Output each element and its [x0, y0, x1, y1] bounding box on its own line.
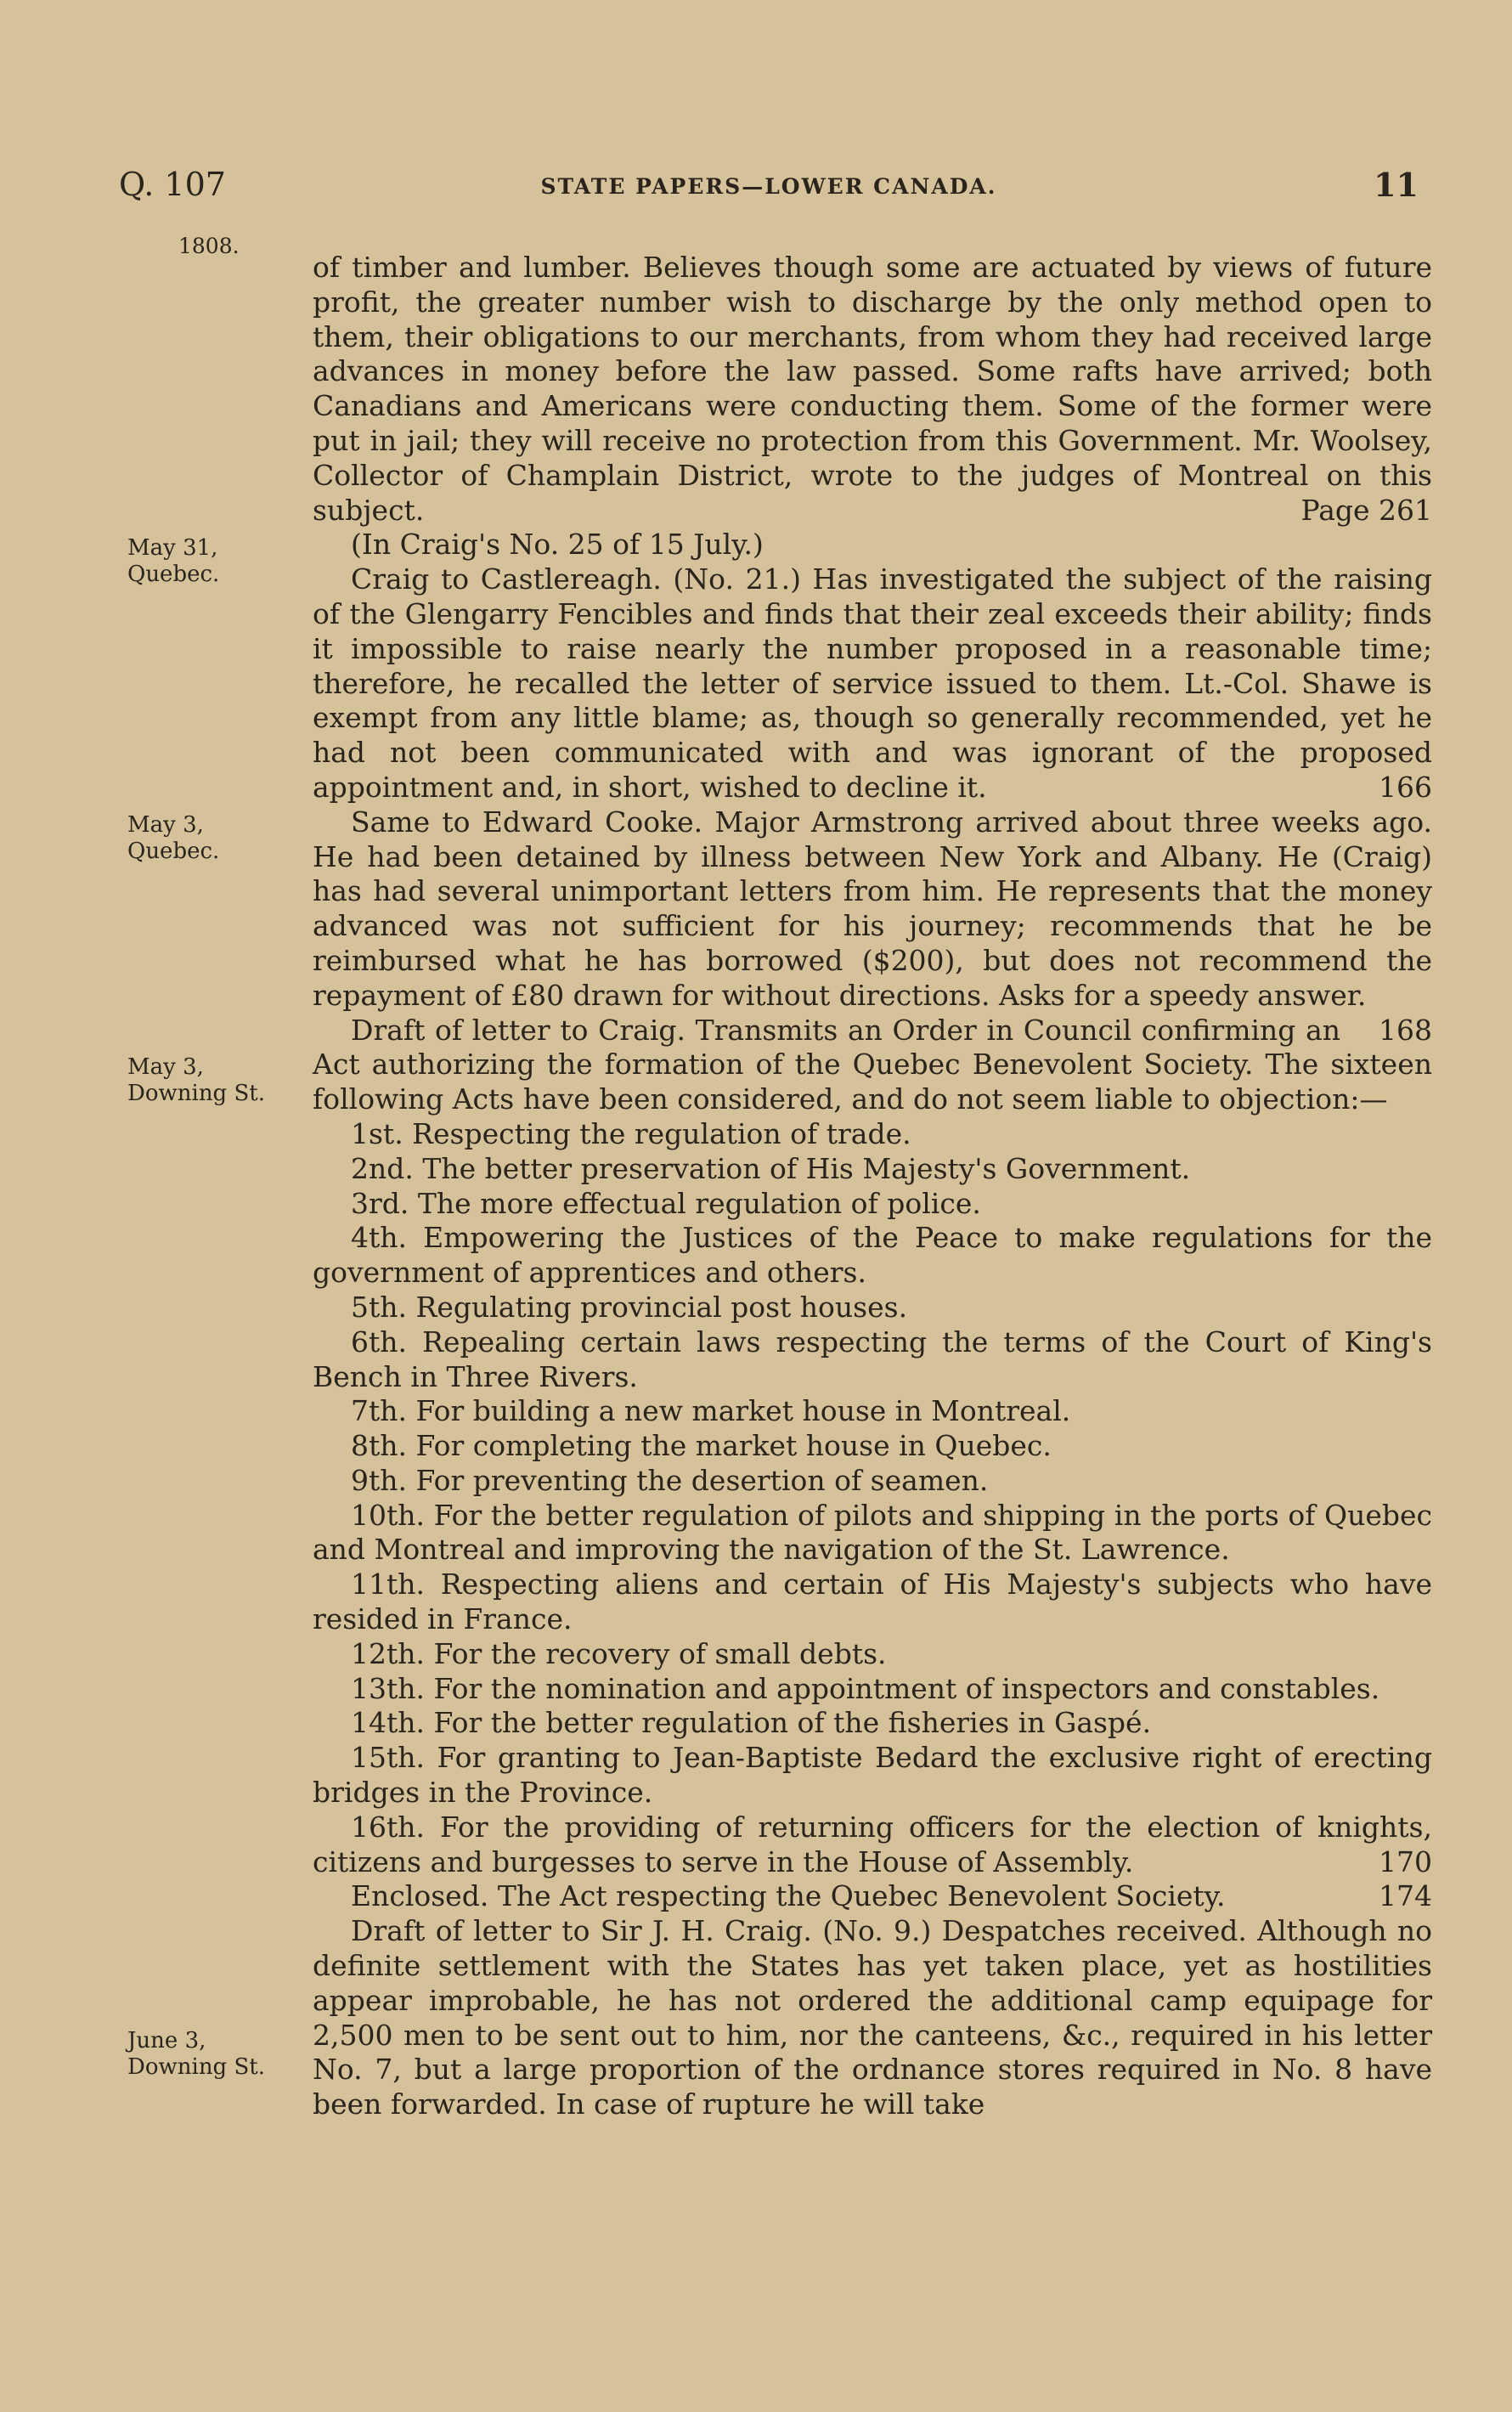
paragraph: (In Craig's No. 25 of 15 July.) — [351, 528, 764, 562]
paragraph: Draft of letter to Craig. Transmits an Order in Council confirming an Act authorizing the formation of the Quebec Benevolent Society. The sixteen following Acts have been considered, and do not seem liable to objection:— — [313, 1013, 1432, 1116]
list-item: 3rd. The more effectual regulation of police. — [351, 1186, 981, 1220]
margin-note-date: May 3, Downing St. — [127, 1054, 265, 1106]
paragraph: Same to Edward Cooke. Major Armstrong arrived about three weeks ago. He had been detained by illness between New York and Albany. He (Craig) has had several unimportant letters from him. He represents that the money advanced was not sufficient for his journey; recommends that he be reimbursed what he has borrowed ($200), but does not recommend the repayment of £80 drawn for without directions. Asks for a speedy answer. 168 — [313, 805, 1432, 1047]
page-reference: Page 261 — [1300, 493, 1432, 527]
list-item: 1st. Respecting the regulation of trade. — [351, 1116, 911, 1150]
page-reference: 170 — [1379, 1844, 1432, 1878]
body-text — [313, 251, 1432, 2122]
list-item: 12th. For the recovery of small debts. — [351, 1636, 887, 1670]
list-item: 16th. For the providing of returning officers for the election of knights, citizens and burgesses to serve in the House of Assembly. 170 — [313, 1810, 1432, 1878]
volume-reference: Q. 107 — [119, 166, 226, 203]
list-item: 15th. For granting to Jean-Baptiste Bedard the exclusive right of erecting bridges in the Province. — [313, 1741, 1432, 1810]
margin-note-date: June 3, Downing St. — [127, 2028, 265, 2080]
list-item: 4th. Empowering the Justices of the Peace to make regulations for the government of apprentices and others. — [313, 1221, 1432, 1290]
page-reference: 168 — [1379, 1013, 1432, 1047]
running-header — [119, 166, 1419, 208]
page-reference: 174 — [1379, 1879, 1432, 1913]
list-item: 10th. For the better regulation of pilots and shipping in the ports of Quebec and Montreal and improving the navigation of the St. Lawrence. — [313, 1498, 1432, 1567]
page-number: 11 — [1374, 166, 1419, 204]
paragraph: Draft of letter to Sir J. H. Craig. (No. 9.) Despatches received. Although no definite settlement with the States has yet taken place, yet as hostilities appear improbable, he has not ordered the additional camp equipage for 2,500 men to be sent out to him, nor the canteens, &c., required in his letter No. 7, but a large proportion of the ordnance stores required in No. 8 have been forwarded. In case of rupture he will take — [313, 1914, 1432, 2121]
list-item: 2nd. The better preservation of His Majesty's Government. — [351, 1151, 1191, 1185]
page-reference: 166 — [1379, 770, 1432, 804]
year-note: 1808. — [178, 234, 240, 258]
margin-note-date: May 3, Quebec. — [127, 812, 220, 864]
margin-note-date: May 31, Quebec. — [127, 535, 220, 587]
list-item: 11th. Respecting aliens and certain of His Majesty's subjects who have resided in France. — [313, 1568, 1432, 1636]
list-item: 8th. For completing the market house in Quebec. — [351, 1429, 1052, 1463]
paragraph: Craig to Castlereagh. (No. 21.) Has investigated the subject of the raising of the Glengarry Fencibles and finds that their zeal exceeds their ability; finds it impossible to raise nearly the number proposed in a reasonable time; therefore, he recalled the letter of service issued to them. Lt.-Col. Shawe is exempt from any little blame; as, though so generally recommended, yet he had not been communicated with and was ignorant of the proposed appointment and, in short, wished to decline it. 166 — [313, 562, 1432, 804]
paragraph: Enclosed. The Act respecting the Quebec Benevolent Society. 174 — [351, 1879, 1432, 1913]
list-item: 7th. For building a new market house in Montreal. — [351, 1394, 1071, 1428]
list-item: 13th. For the nomination and appointment of inspectors and constables. — [351, 1671, 1380, 1705]
list-item: 9th. For preventing the desertion of seamen. — [351, 1463, 989, 1497]
list-item: 6th. Repealing certain laws respecting the terms of the Court of King's Bench in Three Rivers. — [313, 1325, 1432, 1393]
running-title: STATE PAPERS—LOWER CANADA. — [540, 174, 997, 199]
list-item: 14th. For the better regulation of the fisheries in Gaspé. — [351, 1706, 1152, 1740]
list-item: 5th. Regulating provincial post houses. — [351, 1290, 908, 1324]
paragraph: of timber and lumber. Believes though some are actuated by views of future profit, the greater number wish to discharge by the only method open to them, their obligations to our merchants, from whom they had received large advances in money before the law passed. Some rafts have arrived; both Canadians and Americans were conducting them. Some of the former were put in jail; they will receive no protection from this Government. Mr. Woolsey, Collector of Champlain District, wrote to the judges of Montreal on this subject. Page 261 — [313, 251, 1432, 527]
